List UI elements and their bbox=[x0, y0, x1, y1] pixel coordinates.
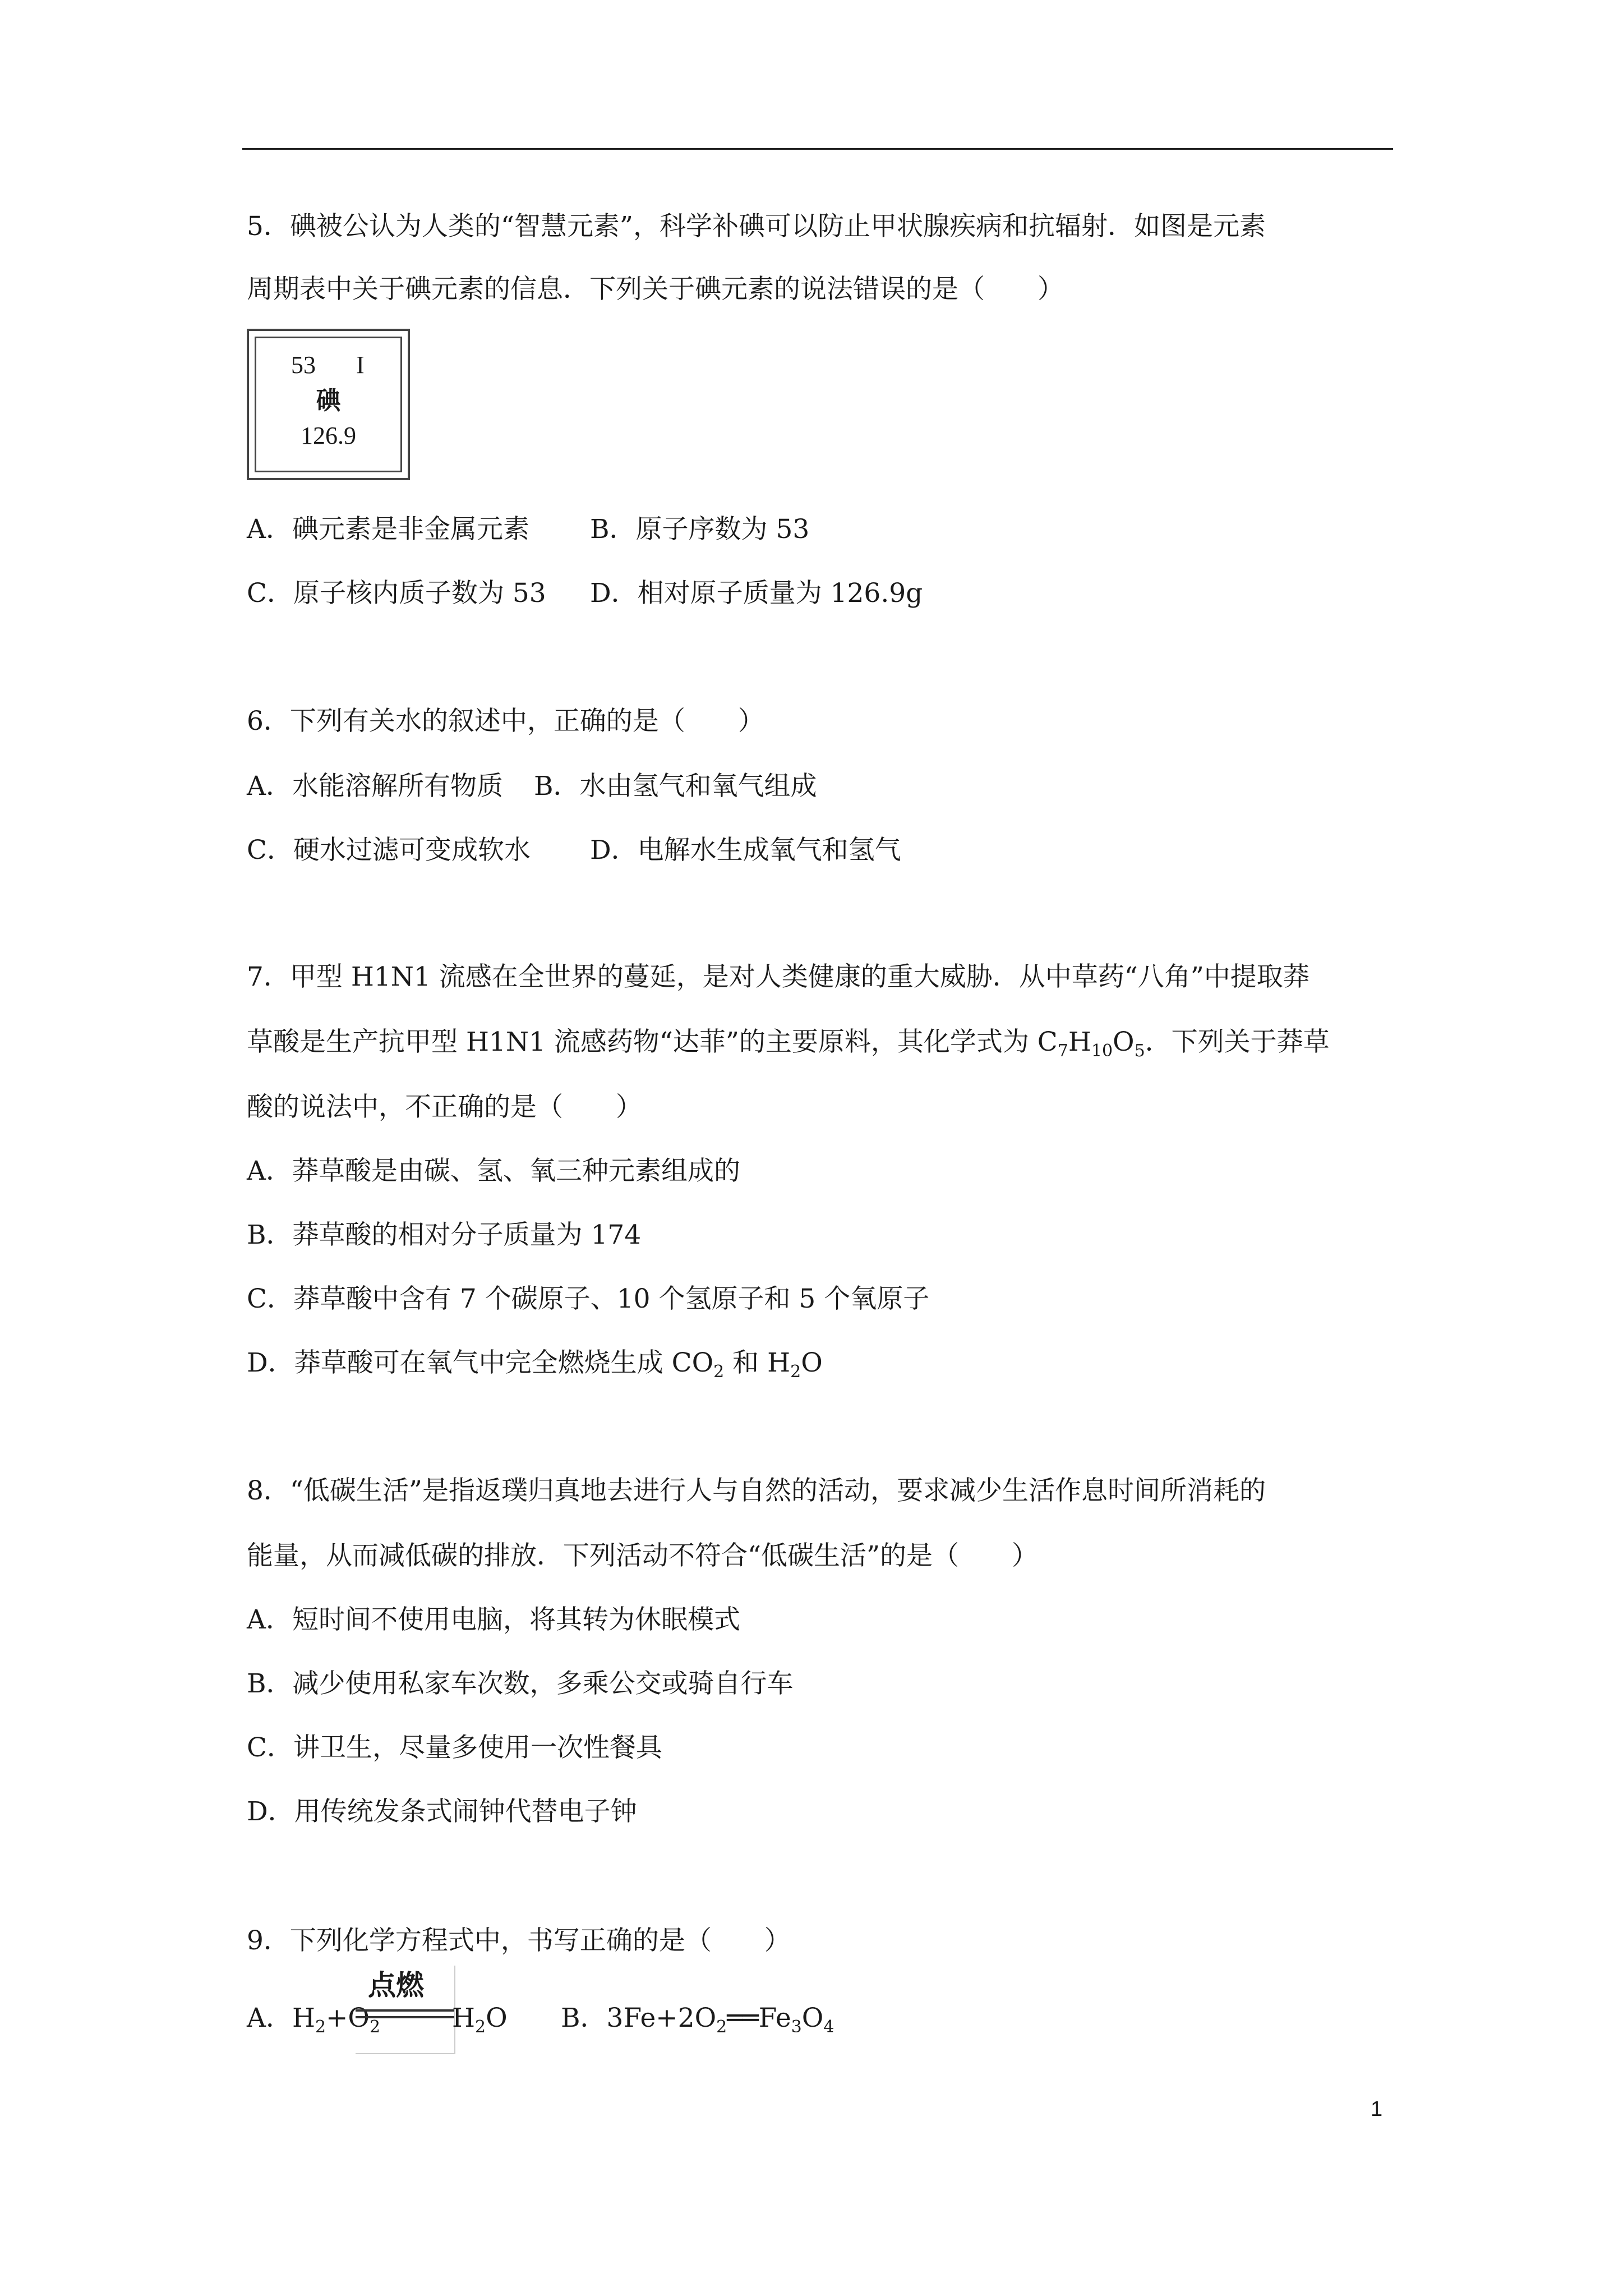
q5-option-d: D．相对原子质量为 126.9g bbox=[590, 578, 923, 609]
q7-stem-text-end: ．下列关于莽草 bbox=[1145, 1027, 1330, 1057]
element-symbol: I bbox=[356, 351, 365, 379]
q8-stem-line1: 8．“低碳生活”是指返璞归真地去进行人与自然的活动，要求减少生活作息时间所消耗的 bbox=[247, 1475, 1266, 1506]
q8-option-c: C．讲卫生，尽量多使用一次性餐具 bbox=[247, 1732, 662, 1763]
q8-option-b: B．减少使用私家车次数，多乘公交或骑自行车 bbox=[247, 1668, 794, 1699]
q9-option-a-left: A．$H_2+O_2$ bbox=[247, 2003, 381, 2037]
q6-option-c: C．硬水过滤可变成软水 bbox=[247, 835, 531, 866]
atomic-number: 53 bbox=[291, 351, 316, 379]
header-rule bbox=[242, 148, 1393, 150]
reaction-condition bbox=[356, 1966, 455, 2054]
q6-option-b: B．水由氢气和氧气组成 bbox=[534, 771, 817, 802]
atomic-mass: 126.9 bbox=[301, 422, 356, 449]
q7-stem-line3: 酸的说法中，不正确的是（ ） bbox=[247, 1092, 642, 1122]
equals-bar-bottom bbox=[356, 2016, 454, 2018]
q5-stem-line1: 5．碘被公认为人类的“智慧元素”，科学补碘可以防止甲状腺疾病和抗辐射．如图是元素 bbox=[247, 211, 1266, 242]
q7-stem-text: 草酸是生产抗甲型 H1N1 流感药物“达菲”的主要原料，其化学式为 bbox=[247, 1027, 1038, 1057]
page-number: 1 bbox=[1371, 2097, 1383, 2121]
q5-stem-line2: 周期表中关于碘元素的信息．下列关于碘元素的说法错误的是（ ） bbox=[247, 274, 1064, 305]
q8-stem-line2: 能量，从而减低碳的排放．下列活动不符合“低碳生活”的是（ ） bbox=[247, 1540, 1039, 1571]
q5-option-c: C．原子核内质子数为 53 bbox=[247, 578, 546, 609]
q5-option-b: B．原子序数为 53 bbox=[590, 514, 810, 545]
q7-stem-line2 bbox=[247, 1025, 1330, 1059]
q9-stem: 9．下列化学方程式中，书写正确的是（ ） bbox=[247, 1925, 791, 1956]
equals-bar-top bbox=[356, 2009, 454, 2012]
q6-option-a: A．水能溶解所有物质 bbox=[247, 771, 503, 802]
condition-label: 点燃 bbox=[368, 1969, 424, 2001]
q6-option-d: D．电解水生成氧气和氢气 bbox=[590, 835, 901, 866]
q8-option-d: D．用传统发条式闹钟代替电子钟 bbox=[247, 1796, 637, 1827]
q6-stem: 6．下列有关水的叙述中，正确的是（ ） bbox=[247, 706, 764, 737]
periodic-table-tile bbox=[247, 329, 410, 480]
q7-option-d: D．莽草酸可在氧气中完全燃烧生成 $CO_2$ 和 $H_2O$ bbox=[247, 1347, 823, 1382]
q9-option-b: B．$3Fe+2O_2══Fe_3O_4$ bbox=[561, 2003, 834, 2037]
q5-option-a: A．碘元素是非金属元素 bbox=[247, 514, 529, 545]
q7-stem-line1: 7．甲型 H1N1 流感在全世界的蔓延，是对人类健康的重大威胁．从中草药“八角”中提取莽 bbox=[247, 961, 1310, 992]
q7-option-b: B．莽草酸的相对分子质量为 174 bbox=[247, 1220, 642, 1250]
q9-option-a-right: $H_2O$ bbox=[452, 2003, 508, 2037]
q8-option-a: A．短时间不使用电脑，将其转为休眠模式 bbox=[247, 1604, 740, 1635]
element-name: 碘 bbox=[316, 386, 341, 415]
chemical-formula: $C_7H_{10}O_5$ bbox=[1037, 1027, 1145, 1061]
q7-option-c: C．莽草酸中含有 7 个碳原子、10 个氢原子和 5 个氧原子 bbox=[247, 1283, 930, 1314]
q7-option-a: A．莽草酸是由碳、氢、氧三种元素组成的 bbox=[247, 1156, 740, 1186]
